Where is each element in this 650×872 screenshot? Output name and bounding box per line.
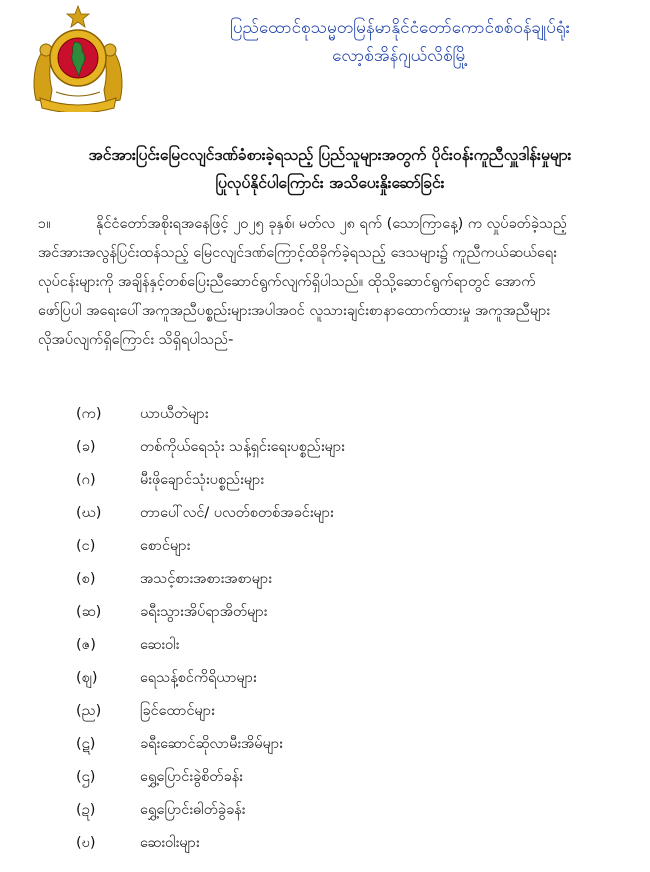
list-item-marker: (ဃ) xyxy=(76,505,102,521)
list-item-text: ယာယီတဲများ xyxy=(140,406,209,422)
list-item-marker: (ဂ) xyxy=(76,472,96,488)
subject-line-2: ပြုလုပ်နိုင်ပါကြောင်း အသိပေးနှိုးဆော်ခြင်း xyxy=(215,174,445,192)
state-emblem-logo xyxy=(30,4,126,112)
list-item-text: ရွှေ့ပြောင်းခွဲစိတ်ခန်း xyxy=(140,769,243,785)
list-item-text: ခရီးဆောင်ဆိုလာမီးအိမ်များ xyxy=(140,736,283,752)
consulate-office-header xyxy=(150,14,650,70)
paragraph-line-3: လုပ်ငန်းများကို အချိန်နှင့်တစ်ပြေးညီဆောင်ရွက်လျက်ရှိပါသည်။ ထိုသို့ဆောင်ရွက်ရာတွင် အောက် xyxy=(38,274,536,290)
list-item-text: မီးဖိုချောင်သုံးပစ္စည်းများ xyxy=(140,472,265,488)
announcement-subject xyxy=(20,141,640,197)
list-item-text: အသင့်စားအစားအစာများ xyxy=(140,571,272,587)
body-paragraph xyxy=(38,210,620,355)
list-item-text: တစ်ကိုယ်ရေသုံး သန့်ရှင်းရေးပစ္စည်းများ xyxy=(140,439,345,455)
list-item-text: ခရီးသွားအိပ်ရာအိတ်များ xyxy=(140,604,268,620)
list-item-marker: (စ) xyxy=(76,571,96,587)
list-item-text: ဆေးဝါးများ xyxy=(140,835,200,851)
office-name: ပြည်ထောင်စုသမ္မတမြန်မာနိုင်ငံတော်ကောင်စစ်ဝန်ချုပ်ရုံး xyxy=(229,18,571,38)
list-item-marker: (င) xyxy=(76,538,96,554)
list-item-marker: (ဌ) xyxy=(76,769,96,785)
paragraph-line-2: အင်အားအလွန်ပြင်းထန်သည့် မြေငလျင်ဒဏ်ကြောင့်ထိခိုက်ခဲ့ရသည့် ဒေသများ၌ ကူညီကယ်ဆယ်ရေး xyxy=(38,245,557,261)
paragraph-number: ၁။ xyxy=(38,216,51,232)
list-item-marker: (ဆ) xyxy=(76,604,102,620)
list-item-text: ခြင်ထောင်များ xyxy=(140,703,215,719)
list-item-text: ရွှေ့ပြောင်းဓါတ်ခွဲခန်း xyxy=(140,802,246,818)
paragraph-line-5: လိုအပ်လျက်ရှိကြောင်း သိရှိရပါသည်- xyxy=(38,332,234,348)
list-item-text: စောင်များ xyxy=(140,538,191,554)
paragraph-line-1: နိုင်ငံတော်အစိုးရအနေဖြင့် ၂၀၂၅ ခုနှစ်၊ မတ်လ ၂၈ ရက် (သောကြာနေ့) က လှုပ်ခတ်ခဲ့သည့် xyxy=(96,216,567,232)
list-item-marker: (ခ) xyxy=(76,439,96,455)
list-item-marker: (က) xyxy=(76,406,102,422)
list-item-marker: (ဍ) xyxy=(76,802,96,818)
list-item-marker: (ဈ) xyxy=(76,670,98,686)
paragraph-line-4: ဖော်ပြပါ အရေးပေါ်အကူအညီပစ္စည်းများအပါအဝင် လူသားချင်းစာနာထောက်ထားမှု အကူအညီများ xyxy=(38,303,551,319)
list-item-marker: (ဋ) xyxy=(76,736,96,752)
list-item-marker: (ည) xyxy=(76,703,102,719)
office-city: လော့စ်အိန်ဂျယ်လိစ်မြို့ xyxy=(332,46,468,66)
list-item-text: တာပေါ်လင်/ ပလတ်စတစ်အခင်းများ xyxy=(140,505,334,521)
list-item-marker: (ဎ) xyxy=(76,835,96,851)
emblem-star-icon xyxy=(67,6,89,27)
list-item-text: ရေသန့်စင်ကိရိယာများ xyxy=(140,670,257,686)
list-item-text: ဆေးဝါး xyxy=(140,637,180,653)
emblem-ribbon xyxy=(40,98,116,112)
list-item-marker: (ဇ) xyxy=(76,637,96,653)
subject-line-1: အင်အားပြင်းမြေငလျင်ဒဏ်ခံစားခဲ့ရသည့် ပြည်သူများအတွက် ပိုင်းဝန်းကူညီလှူဒါန်းမှုများ xyxy=(88,146,572,164)
